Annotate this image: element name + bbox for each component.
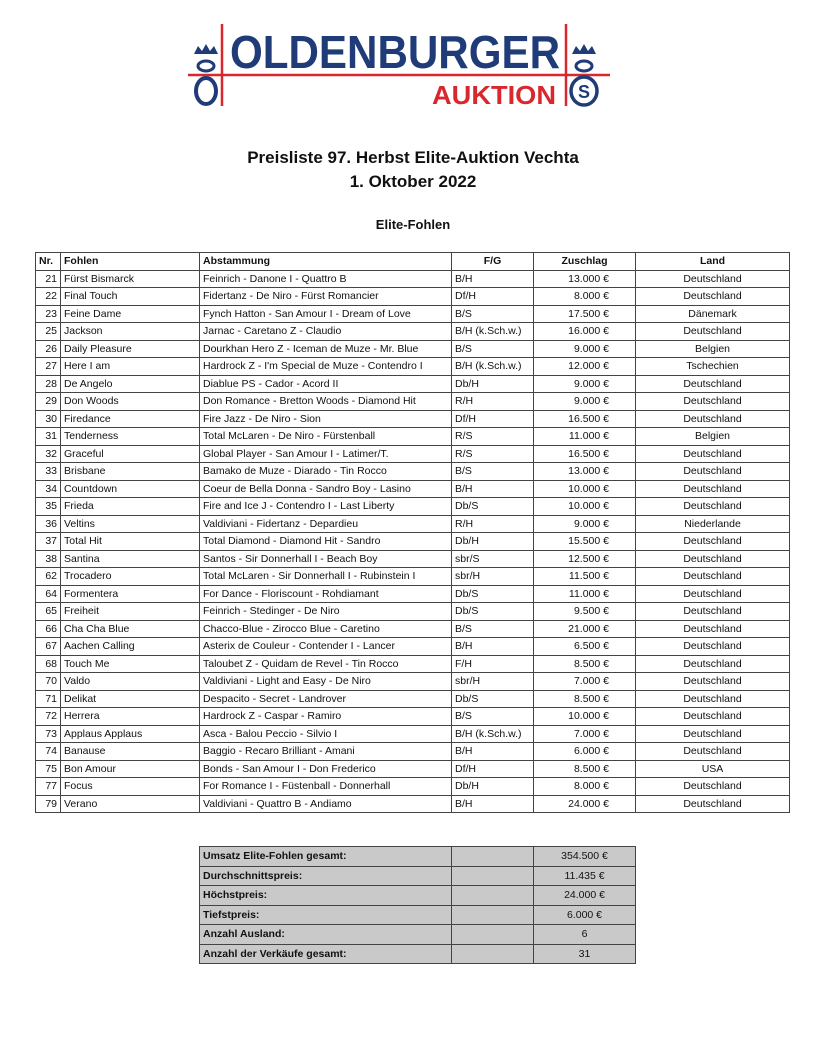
section-heading: Elite-Fohlen: [375, 217, 451, 232]
cell-fg: Db/S: [452, 585, 534, 603]
cell-fg: B/S: [452, 620, 534, 638]
table-row: [36, 358, 790, 376]
cell-fohlen: Daily Pleasure: [61, 340, 200, 358]
cell-land: Deutschland: [636, 638, 790, 656]
summary-row: [200, 905, 636, 925]
cell-zuschlag: 10.000 €: [534, 498, 636, 516]
cell-nr: 67: [36, 638, 61, 656]
cell-fohlen: Brisbane: [61, 463, 200, 481]
logo-wordmark-line2: AUKTION: [432, 80, 556, 110]
cell-fohlen: Fürst Bismarck: [61, 270, 200, 288]
cell-abstammung: Bonds - San Amour I - Don Frederico: [200, 760, 452, 778]
logo-wordmark-line1: OLDENBURGER: [230, 26, 560, 78]
table-row: [36, 778, 790, 796]
column-header-fohlen: Fohlen: [61, 253, 200, 271]
cell-fohlen: Applaus Applaus: [61, 725, 200, 743]
table-row: [36, 410, 790, 428]
cell-land: Deutschland: [636, 603, 790, 621]
column-header-fg: F/G: [452, 253, 534, 271]
summary-label: Anzahl der Verkäufe gesamt:: [200, 944, 452, 964]
logo-graphic: [180, 18, 620, 110]
table-row: [36, 638, 790, 656]
cell-abstammung: Don Romance - Bretton Woods - Diamond Hit: [200, 393, 452, 411]
cell-land: Belgien: [636, 340, 790, 358]
cell-abstammung: Bamako de Muze - Diarado - Tin Rocco: [200, 463, 452, 481]
cell-abstammung: Coeur de Bella Donna - Sandro Boy - Lasino: [200, 480, 452, 498]
cell-nr: 65: [36, 603, 61, 621]
table-row: [36, 445, 790, 463]
cell-zuschlag: 6.500 €: [534, 638, 636, 656]
table-row: [36, 795, 790, 813]
svg-text:S: S: [577, 82, 591, 102]
table-row: [36, 498, 790, 516]
table-row: [36, 585, 790, 603]
cell-land: Deutschland: [636, 480, 790, 498]
cell-zuschlag: 8.500 €: [534, 760, 636, 778]
table-row: [36, 463, 790, 481]
cell-fohlen: Valdo: [61, 673, 200, 691]
table-row: [36, 270, 790, 288]
cell-fg: Db/S: [452, 690, 534, 708]
cell-nr: 34: [36, 480, 61, 498]
cell-fohlen: Trocadero: [61, 568, 200, 586]
table-row: [36, 550, 790, 568]
summary-value: 31: [534, 944, 636, 964]
cell-fg: B/H (k.Sch.w.): [452, 725, 534, 743]
cell-fg: B/H: [452, 795, 534, 813]
summary-empty-cell: [452, 925, 534, 945]
page-title: Preisliste 97. Herbst Elite-Auktion Vechta: [247, 148, 579, 167]
cell-zuschlag: 11.000 €: [534, 585, 636, 603]
cell-fohlen: Feine Dame: [61, 305, 200, 323]
cell-abstammung: Taloubet Z - Quidam de Revel - Tin Rocco: [200, 655, 452, 673]
cell-zuschlag: 8.000 €: [534, 288, 636, 306]
cell-abstammung: Total McLaren - Sir Donnerhall I - Rubinstein I: [200, 568, 452, 586]
cell-fg: sbr/S: [452, 550, 534, 568]
cell-land: Deutschland: [636, 375, 790, 393]
cell-zuschlag: 9.000 €: [534, 375, 636, 393]
cell-fg: Db/S: [452, 603, 534, 621]
cell-fohlen: Veltins: [61, 515, 200, 533]
cell-abstammung: Jarnac - Caretano Z - Claudio: [200, 323, 452, 341]
cell-fohlen: Aachen Calling: [61, 638, 200, 656]
cell-nr: 21: [36, 270, 61, 288]
summary-row: [200, 886, 636, 906]
cell-nr: 28: [36, 375, 61, 393]
cell-land: Belgien: [636, 428, 790, 446]
cell-abstammung: Santos - Sir Donnerhall I - Beach Boy: [200, 550, 452, 568]
cell-nr: 66: [36, 620, 61, 638]
cell-land: Deutschland: [636, 463, 790, 481]
summary-value: 6: [534, 925, 636, 945]
table-row: [36, 428, 790, 446]
cell-zuschlag: 21.000 €: [534, 620, 636, 638]
cell-zuschlag: 24.000 €: [534, 795, 636, 813]
cell-land: Deutschland: [636, 568, 790, 586]
cell-land: Deutschland: [636, 410, 790, 428]
cell-abstammung: Total McLaren - De Niro - Fürstenball: [200, 428, 452, 446]
cell-fohlen: Frieda: [61, 498, 200, 516]
cell-fg: Db/H: [452, 375, 534, 393]
cell-nr: 68: [36, 655, 61, 673]
cell-fohlen: Bon Amour: [61, 760, 200, 778]
cell-fohlen: Don Woods: [61, 393, 200, 411]
cell-fohlen: Focus: [61, 778, 200, 796]
price-table: [35, 252, 790, 813]
cell-abstammung: For Dance - Floriscount - Rohdiamant: [200, 585, 452, 603]
cell-nr: 70: [36, 673, 61, 691]
cell-fohlen: De Angelo: [61, 375, 200, 393]
summary-label: Anzahl Ausland:: [200, 925, 452, 945]
cell-zuschlag: 8.000 €: [534, 778, 636, 796]
cell-zuschlag: 9.000 €: [534, 515, 636, 533]
cell-zuschlag: 12.500 €: [534, 550, 636, 568]
cell-zuschlag: 8.500 €: [534, 655, 636, 673]
cell-fohlen: Tenderness: [61, 428, 200, 446]
cell-fohlen: Formentera: [61, 585, 200, 603]
cell-fg: B/H (k.Sch.w.): [452, 323, 534, 341]
cell-abstammung: Global Player - San Amour I - Latimer/T.: [200, 445, 452, 463]
table-row: [36, 533, 790, 551]
table-row: [36, 673, 790, 691]
cell-abstammung: Asterix de Couleur - Contender I - Lancer: [200, 638, 452, 656]
cell-nr: 32: [36, 445, 61, 463]
cell-land: Deutschland: [636, 655, 790, 673]
table-row: [36, 515, 790, 533]
table-row: [36, 690, 790, 708]
cell-nr: 35: [36, 498, 61, 516]
cell-abstammung: Hardrock Z - Caspar - Ramiro: [200, 708, 452, 726]
cell-abstammung: Feinrich - Danone I - Quattro B: [200, 270, 452, 288]
cell-land: Dänemark: [636, 305, 790, 323]
cell-zuschlag: 7.000 €: [534, 725, 636, 743]
cell-nr: 36: [36, 515, 61, 533]
cell-zuschlag: 11.500 €: [534, 568, 636, 586]
cell-zuschlag: 9.000 €: [534, 393, 636, 411]
cell-zuschlag: 13.000 €: [534, 270, 636, 288]
cell-fg: B/S: [452, 463, 534, 481]
cell-fg: B/H: [452, 270, 534, 288]
summary-label: Tiefstpreis:: [200, 905, 452, 925]
table-header-row: [36, 253, 790, 271]
table-row: [36, 620, 790, 638]
table-row: [36, 288, 790, 306]
summary-row: [200, 847, 636, 867]
cell-land: Deutschland: [636, 288, 790, 306]
cell-land: Deutschland: [636, 445, 790, 463]
cell-abstammung: Dourkhan Hero Z - Iceman de Muze - Mr. Blue: [200, 340, 452, 358]
cell-land: Deutschland: [636, 795, 790, 813]
cell-zuschlag: 10.000 €: [534, 480, 636, 498]
cell-land: USA: [636, 760, 790, 778]
cell-zuschlag: 10.000 €: [534, 708, 636, 726]
table-row: [36, 480, 790, 498]
cell-abstammung: Fidertanz - De Niro - Fürst Romancier: [200, 288, 452, 306]
cell-abstammung: Feinrich - Stedinger - De Niro: [200, 603, 452, 621]
table-row: [36, 340, 790, 358]
cell-fohlen: Here I am: [61, 358, 200, 376]
cell-nr: 38: [36, 550, 61, 568]
cell-zuschlag: 9.500 €: [534, 603, 636, 621]
cell-land: Deutschland: [636, 533, 790, 551]
table-row: [36, 568, 790, 586]
cell-nr: 72: [36, 708, 61, 726]
cell-fohlen: Touch Me: [61, 655, 200, 673]
cell-nr: 71: [36, 690, 61, 708]
summary-label: Höchstpreis:: [200, 886, 452, 906]
cell-land: Deutschland: [636, 620, 790, 638]
cell-fg: R/S: [452, 445, 534, 463]
cell-nr: 22: [36, 288, 61, 306]
table-row: [36, 655, 790, 673]
summary-value: 354.500 €: [534, 847, 636, 867]
cell-nr: 29: [36, 393, 61, 411]
cell-nr: 62: [36, 568, 61, 586]
cell-nr: 75: [36, 760, 61, 778]
cell-zuschlag: 16.500 €: [534, 410, 636, 428]
cell-zuschlag: 15.500 €: [534, 533, 636, 551]
summary-empty-cell: [452, 944, 534, 964]
cell-fg: R/H: [452, 393, 534, 411]
cell-zuschlag: 12.000 €: [534, 358, 636, 376]
summary-empty-cell: [452, 847, 534, 867]
summary-row: [200, 925, 636, 945]
cell-fohlen: Banause: [61, 743, 200, 761]
summary-empty-cell: [452, 905, 534, 925]
cell-fohlen: Countdown: [61, 480, 200, 498]
cell-fohlen: Graceful: [61, 445, 200, 463]
summary-empty-cell: [452, 866, 534, 886]
cell-zuschlag: 16.000 €: [534, 323, 636, 341]
cell-abstammung: Diablue PS - Cador - Acord II: [200, 375, 452, 393]
table-row: [36, 725, 790, 743]
cell-zuschlag: 13.000 €: [534, 463, 636, 481]
cell-fg: B/S: [452, 708, 534, 726]
cell-zuschlag: 16.500 €: [534, 445, 636, 463]
cell-land: Deutschland: [636, 743, 790, 761]
cell-nr: 74: [36, 743, 61, 761]
summary-label: Durchschnittspreis:: [200, 866, 452, 886]
cell-fg: F/H: [452, 655, 534, 673]
cell-fg: R/S: [452, 428, 534, 446]
cell-nr: 37: [36, 533, 61, 551]
cell-fohlen: Santina: [61, 550, 200, 568]
column-header-zuschlag: Zuschlag: [534, 253, 636, 271]
table-row: [36, 375, 790, 393]
cell-land: Deutschland: [636, 725, 790, 743]
cell-nr: 73: [36, 725, 61, 743]
cell-fg: Df/H: [452, 288, 534, 306]
summary-table: [199, 846, 636, 964]
cell-abstammung: Hardrock Z - I'm Special de Muze - Contendro I: [200, 358, 452, 376]
cell-nr: 23: [36, 305, 61, 323]
cell-land: Deutschland: [636, 690, 790, 708]
cell-fohlen: Cha Cha Blue: [61, 620, 200, 638]
cell-abstammung: Fire Jazz - De Niro - Sion: [200, 410, 452, 428]
cell-abstammung: Valdiviani - Fidertanz - Depardieu: [200, 515, 452, 533]
table-row: [36, 305, 790, 323]
cell-abstammung: Despacito - Secret - Landrover: [200, 690, 452, 708]
cell-zuschlag: 17.500 €: [534, 305, 636, 323]
cell-fg: B/H: [452, 743, 534, 761]
summary-value: 24.000 €: [534, 886, 636, 906]
summary-row: [200, 866, 636, 886]
cell-abstammung: Asca - Balou Peccio - Silvio I: [200, 725, 452, 743]
table-row: [36, 760, 790, 778]
table-row: [36, 393, 790, 411]
cell-fg: B/S: [452, 340, 534, 358]
cell-zuschlag: 7.000 €: [534, 673, 636, 691]
cell-fg: R/H: [452, 515, 534, 533]
table-row: [36, 708, 790, 726]
cell-land: Deutschland: [636, 323, 790, 341]
cell-land: Deutschland: [636, 498, 790, 516]
cell-abstammung: For Romance I - Füstenball - Donnerhall: [200, 778, 452, 796]
cell-nr: 30: [36, 410, 61, 428]
table-row: [36, 323, 790, 341]
summary-row: [200, 944, 636, 964]
cell-abstammung: Baggio - Recaro Brilliant - Amani: [200, 743, 452, 761]
cell-fohlen: Final Touch: [61, 288, 200, 306]
cell-zuschlag: 8.500 €: [534, 690, 636, 708]
cell-abstammung: Chacco-Blue - Zirocco Blue - Caretino: [200, 620, 452, 638]
cell-land: Deutschland: [636, 708, 790, 726]
cell-zuschlag: 11.000 €: [534, 428, 636, 446]
summary-label: Umsatz Elite-Fohlen gesamt:: [200, 847, 452, 867]
column-header-nr: Nr.: [36, 253, 61, 271]
cell-land: Niederlande: [636, 515, 790, 533]
table-row: [36, 603, 790, 621]
cell-land: Deutschland: [636, 673, 790, 691]
cell-abstammung: Total Diamond - Diamond Hit - Sandro: [200, 533, 452, 551]
cell-fohlen: Jackson: [61, 323, 200, 341]
cell-nr: 79: [36, 795, 61, 813]
cell-abstammung: Valdiviani - Light and Easy - De Niro: [200, 673, 452, 691]
cell-fohlen: Freiheit: [61, 603, 200, 621]
cell-fg: B/H: [452, 480, 534, 498]
cell-fg: Db/S: [452, 498, 534, 516]
cell-fg: sbr/H: [452, 673, 534, 691]
cell-fohlen: Herrera: [61, 708, 200, 726]
cell-fg: Df/H: [452, 760, 534, 778]
cell-fg: sbr/H: [452, 568, 534, 586]
cell-land: Deutschland: [636, 270, 790, 288]
cell-nr: 77: [36, 778, 61, 796]
summary-empty-cell: [452, 886, 534, 906]
cell-fg: Db/H: [452, 778, 534, 796]
cell-land: Deutschland: [636, 585, 790, 603]
cell-fohlen: Firedance: [61, 410, 200, 428]
oldenburger-auktion-logo: [0, 0, 826, 120]
column-header-land: Land: [636, 253, 790, 271]
cell-fg: B/H: [452, 638, 534, 656]
summary-value: 11.435 €: [534, 866, 636, 886]
cell-land: Tschechien: [636, 358, 790, 376]
cell-fg: Db/H: [452, 533, 534, 551]
cell-nr: 27: [36, 358, 61, 376]
page-date: 1. Oktober 2022: [349, 172, 477, 191]
cell-abstammung: Valdiviani - Quattro B - Andiamo: [200, 795, 452, 813]
cell-nr: 64: [36, 585, 61, 603]
cell-abstammung: Fynch Hatton - San Amour I - Dream of Love: [200, 305, 452, 323]
cell-fohlen: Total Hit: [61, 533, 200, 551]
cell-fohlen: Verano: [61, 795, 200, 813]
column-header-abstammung: Abstammung: [200, 253, 452, 271]
cell-abstammung: Fire and Ice J - Contendro I - Last Liberty: [200, 498, 452, 516]
table-row: [36, 743, 790, 761]
summary-value: 6.000 €: [534, 905, 636, 925]
cell-fg: Df/H: [452, 410, 534, 428]
cell-land: Deutschland: [636, 778, 790, 796]
cell-land: Deutschland: [636, 393, 790, 411]
cell-nr: 25: [36, 323, 61, 341]
cell-zuschlag: 9.000 €: [534, 340, 636, 358]
cell-fg: B/H (k.Sch.w.): [452, 358, 534, 376]
cell-zuschlag: 6.000 €: [534, 743, 636, 761]
cell-fohlen: Delikat: [61, 690, 200, 708]
cell-fg: B/S: [452, 305, 534, 323]
cell-nr: 33: [36, 463, 61, 481]
cell-nr: 31: [36, 428, 61, 446]
cell-land: Deutschland: [636, 550, 790, 568]
cell-nr: 26: [36, 340, 61, 358]
